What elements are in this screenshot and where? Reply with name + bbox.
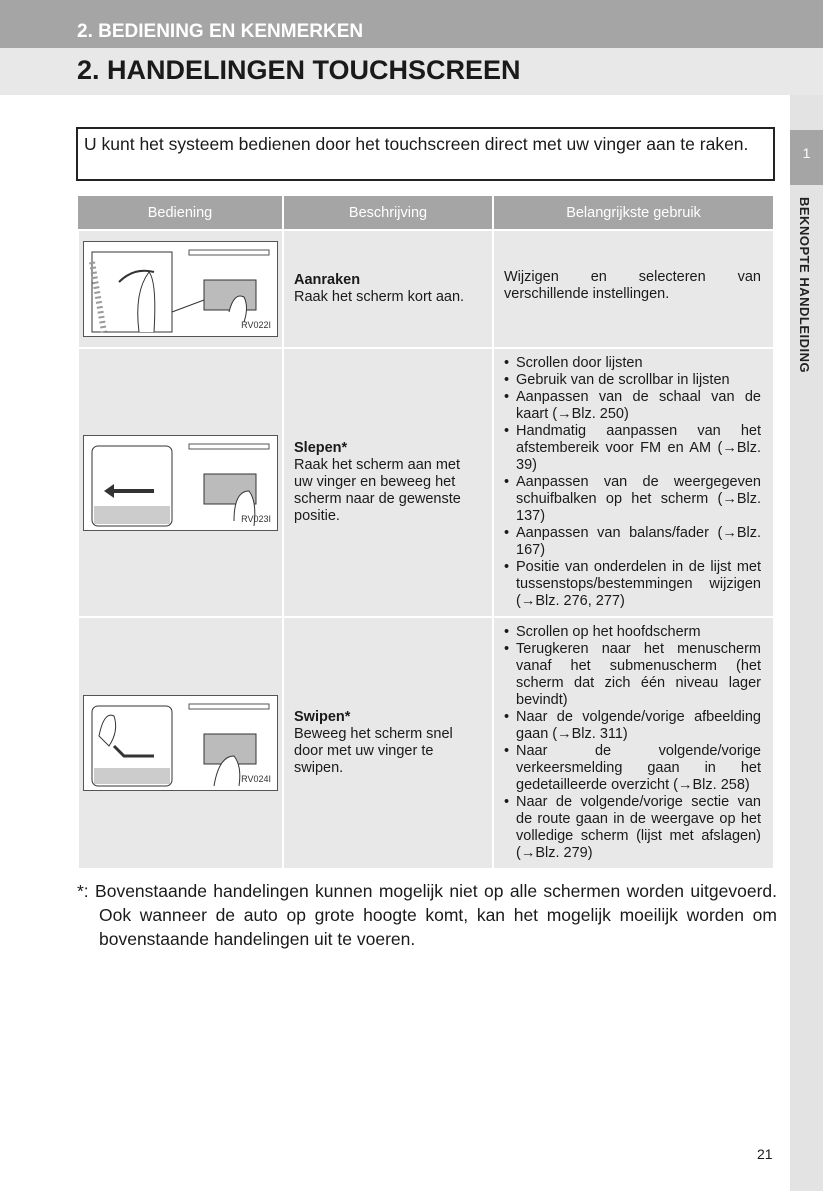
footnote: *: Bovenstaande handelingen kunnen mogelijk niet op alle schermen worden uitgevoerd. Ook wanneer de auto op grote hoogte komt, kan het mogelijk moeilijk worden om bovenstaande handelingen uit te voeren. bbox=[77, 881, 777, 949]
list-item: • Handmatig aanpassen van het afstembereik voor FM en AM (→Blz. 39) bbox=[504, 423, 761, 474]
operations-table bbox=[77, 196, 775, 870]
list-item: • Naar de volgende/vorige afbeelding gaan (→Blz. 311) bbox=[504, 709, 761, 743]
swipe-illustration bbox=[83, 695, 278, 791]
page-number: 21 bbox=[757, 1146, 773, 1162]
intro-box: U kunt het systeem bedienen door het touchscreen direct met uw vinger aan te raken. bbox=[76, 127, 775, 181]
col-header: Belangrijkste gebruik bbox=[493, 196, 774, 230]
table-row bbox=[78, 230, 774, 348]
operation-desc: Raak het scherm aan met uw vinger en beweeg het scherm naar de gewenste positie. bbox=[294, 457, 461, 524]
list-item: • Scrollen door lijsten bbox=[504, 355, 761, 372]
image-code: RV022I bbox=[241, 320, 271, 330]
list-item: • Gebruik van de scrollbar in lijsten bbox=[504, 372, 761, 389]
list-item: • Aanpassen van balans/fader (→Blz. 167) bbox=[504, 525, 761, 559]
chapter-label: BEKNOPTE HANDLEIDING bbox=[797, 197, 812, 374]
list-item: • Aanpassen van de schaal van de kaart (→Blz. 250) bbox=[504, 389, 761, 423]
list-item: • Aanpassen van de weergegeven schuifbalken op het scherm (→Blz. 137) bbox=[504, 474, 761, 525]
list-item: • Terugkeren naar het menuscherm vanaf het submenuscherm (het scherm dat zich één niveau lager bevindt) bbox=[504, 641, 761, 709]
operation-title: Swipen* bbox=[294, 709, 351, 725]
image-code: RV024I bbox=[241, 774, 271, 784]
operation-desc: Raak het scherm kort aan. bbox=[294, 289, 465, 305]
table-row bbox=[78, 617, 774, 869]
title-band bbox=[0, 48, 823, 95]
section-header bbox=[0, 0, 823, 48]
chapter-tab[interactable]: 1 bbox=[790, 130, 823, 185]
image-code: RV023I bbox=[241, 513, 271, 524]
list-item: • Positie van onderdelen in de lijst met tussenstops/bestemmingen wijzigen (→Blz. 276, 277) bbox=[504, 559, 761, 610]
list-item: • Scrollen op het hoofdscherm bbox=[504, 624, 761, 641]
table-row bbox=[78, 348, 774, 617]
operation-title: Slepen* bbox=[294, 440, 348, 456]
usage-list bbox=[504, 355, 761, 610]
usage-list bbox=[504, 624, 761, 862]
operation-desc: Beweeg het scherm snel door met uw vinger te swipen. bbox=[294, 726, 453, 776]
table-header bbox=[78, 196, 774, 230]
col-header: Bediening bbox=[78, 196, 283, 230]
usage-text: Wijzigen en selecteren van verschillende instellingen. bbox=[504, 269, 761, 302]
list-item: • Naar de volgende/vorige verkeersmelding gaan in het gedetailleerde overzicht (→Blz. 258) bbox=[504, 743, 761, 794]
touch-illustration bbox=[83, 241, 278, 337]
page-title: 2. HANDELINGEN TOUCHSCREEN bbox=[77, 55, 521, 85]
col-header: Beschrijving bbox=[283, 196, 493, 230]
section-title: 2. BEDIENING EN KENMERKEN bbox=[77, 21, 364, 42]
list-item: • Naar de volgende/vorige sectie van de route gaan in de weergave op het volledige scherm (lijst met afslagen) (→Blz. 279) bbox=[504, 794, 761, 862]
drag-illustration bbox=[83, 435, 278, 531]
operation-title: Aanraken bbox=[294, 272, 361, 288]
